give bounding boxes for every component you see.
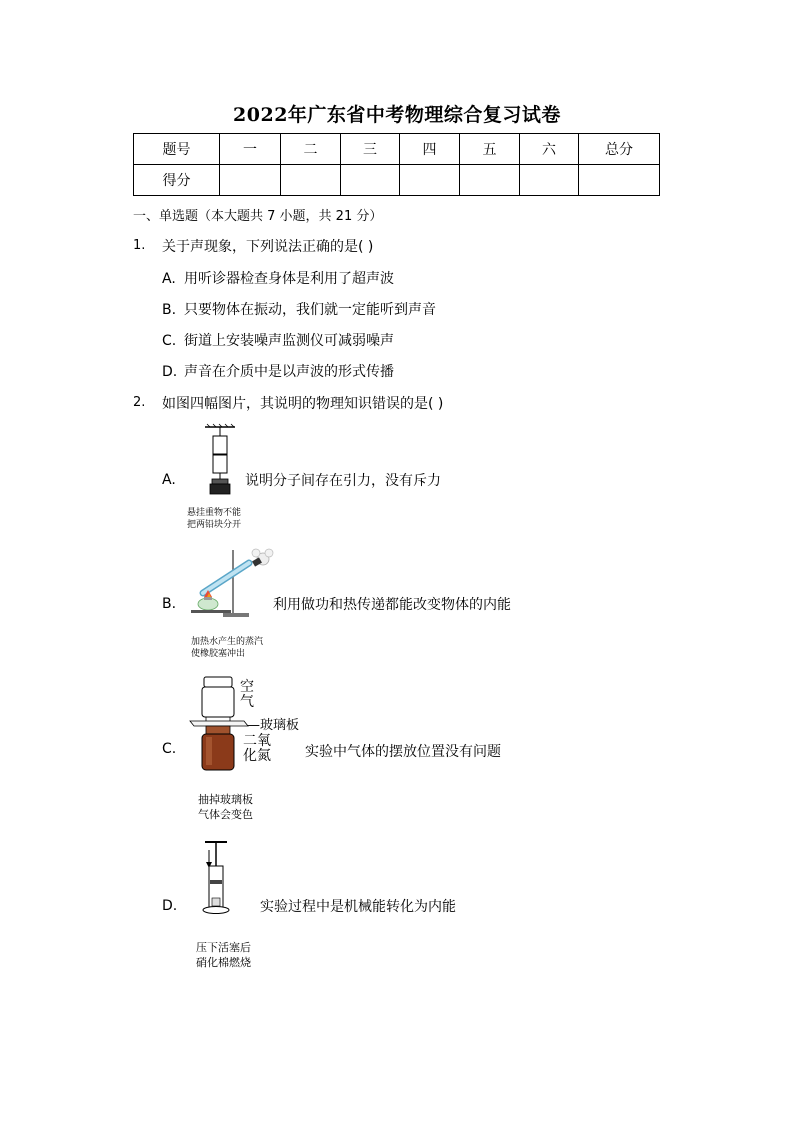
option-letter: A. xyxy=(162,271,176,287)
row-label-cell: 得分 xyxy=(134,165,220,196)
score-cell xyxy=(281,165,341,196)
option-letter: A. xyxy=(162,472,176,488)
header-cell: 总分 xyxy=(579,134,660,165)
header-cell: 二 xyxy=(281,134,341,165)
caption-line: 加热水产生的蒸汽 xyxy=(191,637,264,647)
score-cell xyxy=(400,165,460,196)
option-text: 实验过程中是机械能转化为内能 xyxy=(260,899,456,915)
no2-label xyxy=(243,734,271,764)
option-letter: C. xyxy=(162,333,177,349)
score-table xyxy=(133,133,660,196)
option-letter: B. xyxy=(162,302,177,318)
caption-line: 悬挂重物不能 xyxy=(187,508,242,518)
option-c xyxy=(162,330,394,350)
header-cell: 六 xyxy=(520,134,579,165)
fire-piston-figure xyxy=(198,840,234,920)
option-a xyxy=(162,268,394,288)
label-line: 二氧 xyxy=(243,733,271,749)
option-text: 实验中气体的摆放位置没有问题 xyxy=(305,744,501,760)
option-text: 用听诊器检查身体是利用了超声波 xyxy=(184,271,394,287)
option-letter: D. xyxy=(162,364,178,380)
score-cell xyxy=(460,165,520,196)
option-d xyxy=(162,361,394,381)
header-cell: 五 xyxy=(460,134,520,165)
caption-line: 把两铅块分开 xyxy=(187,520,242,530)
score-table-score-row xyxy=(134,165,660,196)
option-b xyxy=(162,299,436,319)
header-cell: 三 xyxy=(341,134,400,165)
exam-title: 2022年广东省中考物理综合复习试卷 xyxy=(233,104,561,126)
section-heading: 一、单选题（本大题共 7 小题，共 21 分） xyxy=(133,209,383,224)
figure-caption xyxy=(196,940,251,970)
label-line: 玻璃板 xyxy=(260,718,300,733)
option-letter: B. xyxy=(162,596,177,612)
label-line: 气 xyxy=(240,694,254,710)
question-number: 2. xyxy=(133,395,146,410)
caption-line: 抽掉玻璃板 xyxy=(198,793,253,806)
option-letter: D. xyxy=(162,898,178,914)
figure-caption xyxy=(191,636,263,660)
option-text: 说明分子间存在引力，没有斥力 xyxy=(245,473,441,489)
question-stem: 如图四幅图片，其说明的物理知识错误的是( ) xyxy=(162,396,444,412)
question-number: 1. xyxy=(133,238,146,253)
label-line: 空 xyxy=(240,679,254,695)
caption-line: 压下活塞后 xyxy=(196,941,251,954)
caption-line: 使橡胶塞冲出 xyxy=(191,649,246,659)
steam-tube-figure xyxy=(183,545,273,635)
header-cell: 题号 xyxy=(134,134,220,165)
score-table-header-row xyxy=(134,134,660,165)
score-cell xyxy=(220,165,281,196)
score-cell xyxy=(520,165,579,196)
option-text: 利用做功和热传递都能改变物体的内能 xyxy=(273,597,511,613)
label-line: 化氮 xyxy=(243,748,271,764)
glass-plate-label: —玻璃板 xyxy=(247,718,300,733)
caption-line: 气体会变色 xyxy=(198,808,253,821)
caption-line: 硝化棉燃烧 xyxy=(196,956,251,969)
lead-blocks-figure xyxy=(195,424,245,499)
header-cell: 一 xyxy=(220,134,281,165)
option-letter: C. xyxy=(162,741,177,757)
figure-caption xyxy=(198,792,253,822)
question-stem: 关于声现象，下列说法正确的是( ) xyxy=(162,239,374,255)
header-cell: 四 xyxy=(400,134,460,165)
option-text: 声音在介质中是以声波的形式传播 xyxy=(184,364,394,380)
score-cell xyxy=(579,165,660,196)
figure-caption xyxy=(187,507,241,531)
score-cell xyxy=(341,165,400,196)
option-text: 街道上安装噪声监测仪可减弱噪声 xyxy=(184,333,394,349)
air-label xyxy=(240,680,254,710)
option-text: 只要物体在振动，我们就一定能听到声音 xyxy=(184,302,436,318)
gas-jars-figure xyxy=(188,675,248,775)
